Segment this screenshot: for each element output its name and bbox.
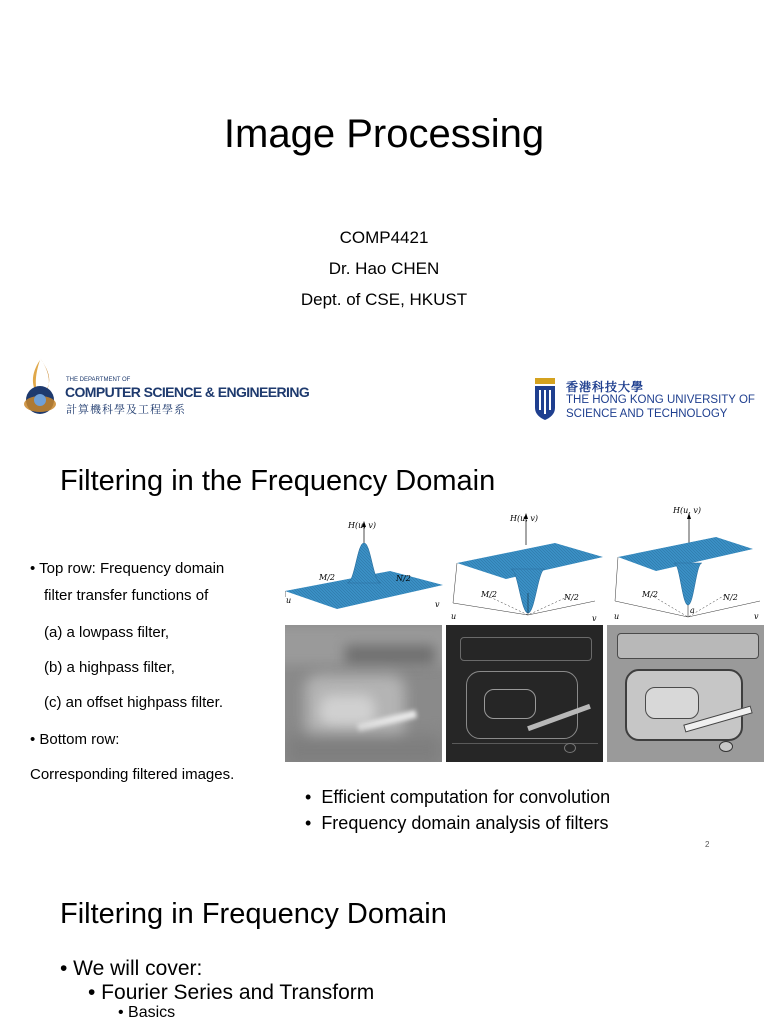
fig-c-n2-label: N/2 — [723, 593, 738, 602]
offset-highpass-filtered-image — [607, 625, 764, 762]
bullet-bottom-row: • Bottom row: — [30, 731, 120, 748]
cse-logo-line2: COMPUTER SCIENCE & ENGINEERING — [65, 384, 310, 400]
hkust-logo-line2: THE HONG KONG UNIVERSITY OF — [566, 394, 755, 406]
cse-emblem-icon — [18, 356, 62, 418]
slide3-bullet-basics: • Basics — [118, 1004, 176, 1021]
slide1-title: Image Processing — [223, 112, 545, 156]
bullet-top-row-cont: filter transfer functions of — [44, 587, 209, 604]
bullet-highpass: (b) a highpass filter, — [44, 659, 175, 676]
bullet-bottom-row-cont: Corresponding filtered images. — [30, 766, 235, 783]
fig-b-u-label: u — [451, 612, 457, 621]
filter-transfer-functions-figure — [285, 505, 765, 623]
highpass-filtered-image — [446, 625, 603, 762]
lowpass-filtered-image — [285, 625, 442, 762]
hkust-logo-line3: SCIENCE AND TECHNOLOGY — [566, 408, 728, 420]
cse-logo-line3: 計算機科學及工程學系 — [66, 403, 186, 416]
fig-a-n2-label: N/2 — [396, 574, 411, 583]
slide2-title: Filtering in the Frequency Domain — [60, 465, 496, 497]
bullet-top-row: • Top row: Frequency domain — [30, 560, 225, 577]
lower-bullet-convolution: • Efficient computation for convolution — [305, 787, 611, 807]
fig-b-h-label: H(u, v) — [510, 514, 538, 523]
fig-c-u-label: u — [614, 612, 620, 621]
highpass-surface-plot — [451, 513, 603, 623]
fig-c-h-label: H(u, v) — [673, 506, 701, 515]
instructor-name: Dr. Hao CHEN — [328, 259, 440, 278]
lower-bullet-frequency-analysis: • Frequency domain analysis of filters — [305, 813, 609, 833]
hkust-emblem-icon — [533, 378, 557, 420]
fig-a-h-label: H(u, v) — [348, 521, 376, 530]
cse-logo-line1: THE DEPARTMENT OF — [66, 377, 131, 383]
bullet-lowpass: (a) a lowpass filter, — [44, 624, 170, 641]
page-number: 2 — [705, 840, 710, 849]
fig-a-u-label: u — [286, 596, 292, 605]
lowpass-surface-plot — [285, 521, 443, 609]
slide3-bullet-fourier: • Fourier Series and Transform — [88, 981, 375, 1004]
offset-highpass-surface-plot — [614, 506, 760, 621]
fig-b-v-label: v — [592, 614, 597, 623]
fig-b-n2-label: N/2 — [564, 593, 579, 602]
fig-a-v-label: v — [435, 600, 440, 609]
fig-b-m2-label: M/2 — [481, 590, 497, 599]
fig-c-a-label: a — [690, 606, 695, 615]
slide3-title: Filtering in Frequency Domain — [60, 898, 447, 930]
fig-a-m2-label: M/2 — [319, 573, 335, 582]
hkust-logo-line1: 香港科技大學 — [566, 380, 645, 394]
course-code: COMP4421 — [339, 228, 429, 247]
department-name: Dept. of CSE, HKUST — [300, 290, 468, 309]
fig-c-m2-label: M/2 — [642, 590, 658, 599]
slide3-bullet-cover: • We will cover: — [60, 957, 203, 980]
fig-c-v-label: v — [754, 612, 759, 621]
cse-logo — [18, 356, 310, 418]
hkust-logo — [533, 378, 753, 422]
bullet-offset-highpass: (c) an offset highpass filter. — [44, 694, 223, 711]
